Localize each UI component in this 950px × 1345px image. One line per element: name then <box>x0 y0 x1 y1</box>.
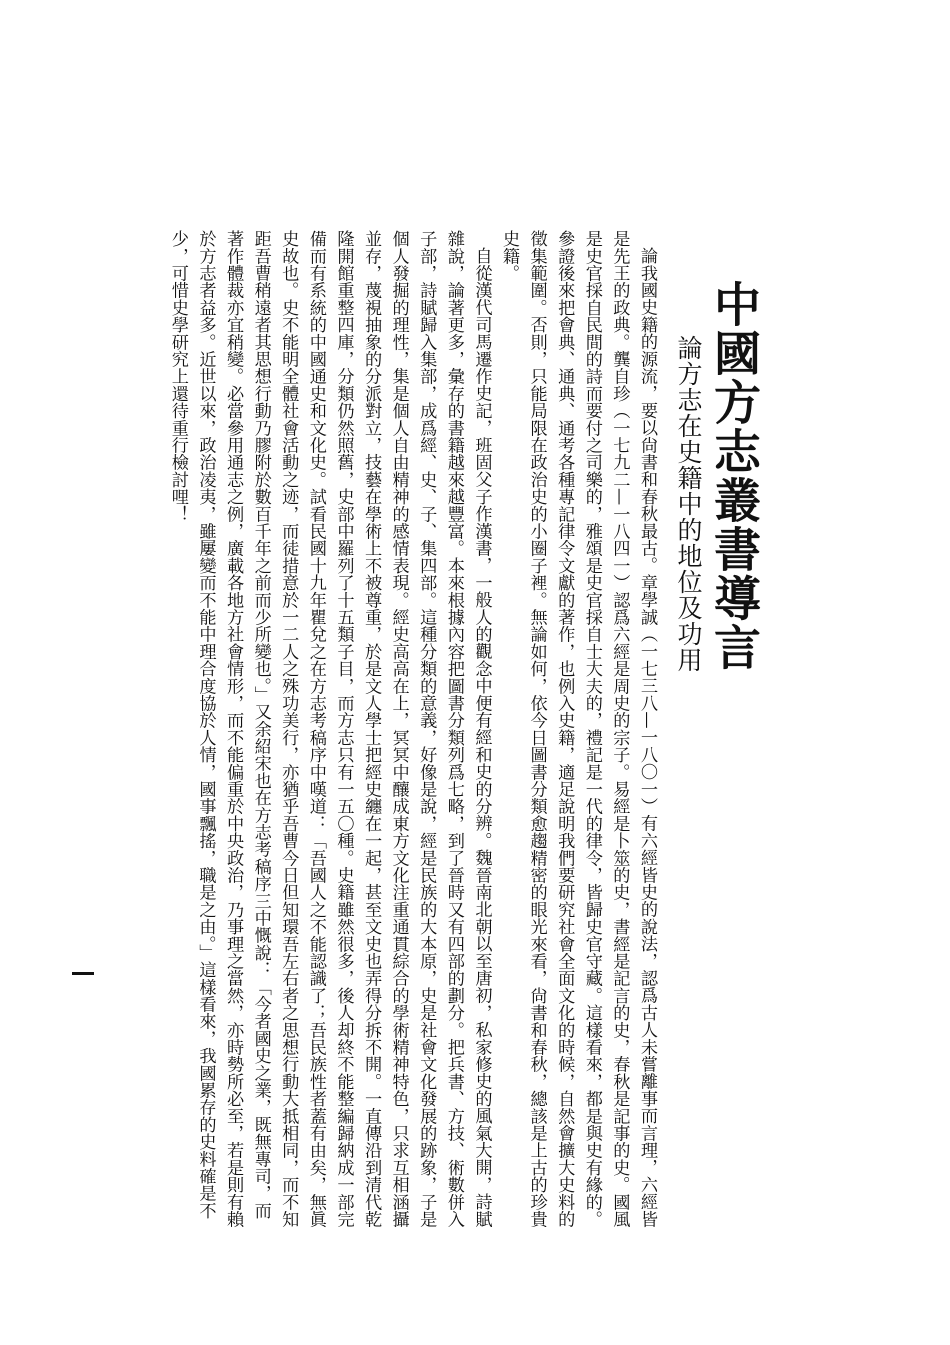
document-title: 中國方志叢書導言 <box>706 280 761 672</box>
body-paragraph: 自從漢代司馬遷作史記，班固父子作漢書，一般人的觀念中便有經和史的分辨。魏晉南北朝以至唐初，私家修史的風氣大開，詩賦雜說，論著更多，彙存的書籍越來越豐富。本來根據內容把圖書分類列爲七略，到了晉時又有四部的劃分。把兵書、方技、術數併入子部，詩賦歸入集部，成爲經、史、子、集四部。這種分類的意義，好像是說，經是民族的大本原，史是社會文化發展的跡象，子是個人發掘的理性，集是個人自由精神的感情表現。經史高高在上，冥冥中釀成東方文化注重通貫綜合的學術精神特色，只求互相涵攝並存，蔑視抽象的分派對立，技藝在學術上不被尊重，於是文人學士把經史纏在一起，甚至文史也弄得分拆不開。一直傳沿到清代乾隆開館重整四庫，分類仍然照舊，史部中羅列了十五類子目，而方志只有一五〇種。史籍雖然很多，後人却終不能整編歸納成一部完備而有系統的中國通史和文化史。試看民國十九年瞿兌之在方志考稿序中嘆道：「吾國人之不能認識了；吾民族性者蓋有由矣，無眞史故也。史不能明全體社會活動之迹，而徒措意於一二人之殊功美行，亦猶乎吾曹今日但知環吾左右者之思想行動大抵相同，而不知距吾曹稍遠者其思想行動乃膠附於數百千年之前而少所變也。」又余紹宋也在方志考稿序三中慨說：「今者國史之業，既無專司，而著作體裁亦宜稍變。必當參用通志之例，廣載各地方社會情形，而不能偏重於中央政治，乃事理之當然，亦時勢所必至，若是則有賴於方志者益多。近世以來，政治凌夷，雖屢變而不能中理合度協於人情，國事飄搖，職是之由。」這樣看來，我國累存的史料確是不少，可惜史學研究上還待重行檢討哩！ <box>167 230 492 1228</box>
body-paragraph: 論我國史籍的源流，要以尙書和春秋最古。章學誠（一七三八—一八〇一）有六經皆史的說法，認爲古人未嘗離事而言理，六經皆是先王的政典。龔自珍（一七九二—一八四一）認爲六經是周史的宗子。易經是卜筮的史，書經是記言的史，春秋是記事的史。國風是史官採自民間的詩而要付之司樂的，雅頌是史官採自士大夫的，禮記是一代的律令，皆歸史官守藏。這樣看來，都是與史有緣的。參證後來把會典、通典、通考各種專記律令文獻的著作，也例入史籍，適足說明我們要研究社會全面文化的時候，自然會擴大史料的徵集範圍。否則，只能局限在政治史的小圈子裡。無論如何，依今日圖書分類愈趨精密的眼光來看，尙書和春秋，總該是上古的珍貴史籍。 <box>499 230 657 1228</box>
document-body <box>86 230 660 1230</box>
document-subtitle: 論方志在史籍中的地位及功用 <box>674 335 703 673</box>
page-margin-mark <box>72 972 94 975</box>
